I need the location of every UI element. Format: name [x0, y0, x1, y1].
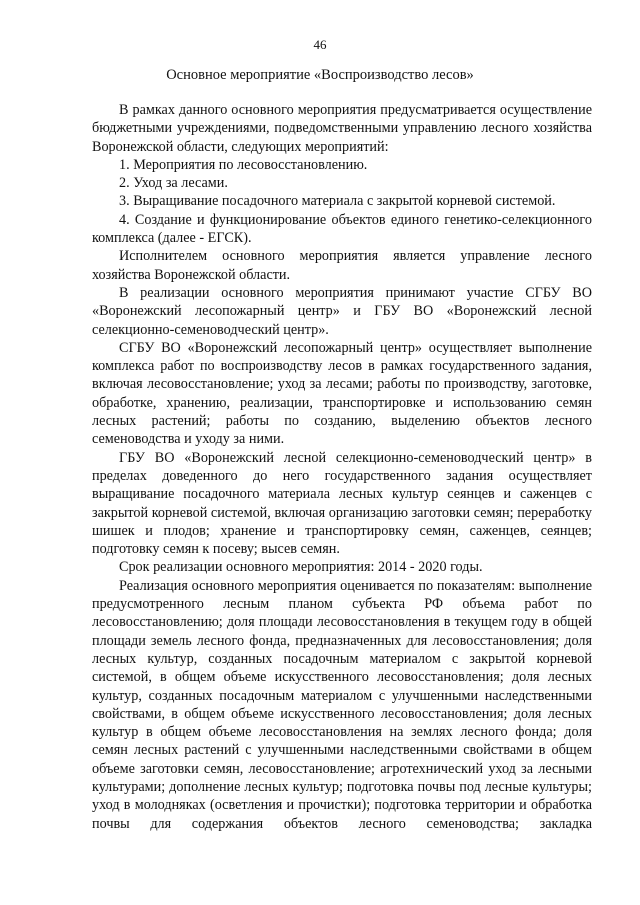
participants-paragraph: В реализации основного мероприятия принимают участие СГБУ ВО «Воронежский лесопожарный центр» и ГБУ ВО «Воронежский лесной селекционно-семеноводческий центр».	[92, 284, 592, 338]
term-paragraph: Срок реализации основного мероприятия: 2014 - 2020 годы.	[119, 559, 483, 576]
list-item: 1. Мероприятия по лесовосстановлению.	[119, 156, 368, 173]
indicators-paragraph: Реализация основного мероприятия оценивается по показателям: выполнение предусмотренного лесным планом субъекта РФ объема работ по лесовосстановлению; доля площади лесовосстановления в текущем году в общей площади земель лесного фонда, предназначенных для лесовосстановления; доля лесных культур, созданных посадочным материалом с закрытой корневой системой, в общем объеме искусственного лесовосстановления; доля лесных культур, созданных посадочным материалом с улучшенными наследственными свойствами, в общем объеме искусственного лесовосстановления; доля лесных культур в общем объеме лесовосстановления на землях лесного фонда; доля семян лесных растений с улучшенными наследственными свойствами в общем объеме заготовки семян, лесовосстановление; агротехнический уход за лесными культурами; дополнение лесных культур; подготовка почвы под лесные культуры; уход в молодняках (осветления и прочистки); подготовка территории и обработка почвы для содержания объектов лесного семеноводства; закладка	[92, 577, 592, 832]
list-item: 4. Создание и функционирование объектов единого генетико-селекционного комплекса (далее - ЕГСК).	[92, 211, 592, 247]
list-item: 2. Уход за лесами.	[119, 175, 228, 192]
document-body	[92, 101, 592, 833]
intro-paragraph: В рамках данного основного мероприятия предусматривается осуществление бюджетными учреждениями, подведомственными управлению лесного хозяйства Воронежской области, следующих мероприятий:	[92, 102, 592, 155]
seed-center-paragraph: ГБУ ВО «Воронежский лесной селекционно-семеноводческий центр» в пределах доведенного до него государственного задания осуществляет выращивание посадочного материала лесных культур сеянцев и саженцев с закрытой корневой системой, включая организацию заготовки семян; переработку шишек и плодов; хранение и транспортировку семян, саженцев, сеянцев; подготовку семян к посеву; высев семян.	[92, 449, 592, 558]
fire-center-paragraph: СГБУ ВО «Воронежский лесопожарный центр» осуществляет выполнение комплекса работ по воспроизводству лесов в рамках государственного задания, включая лесовосстановление; уход за лесами; работы по производству, заготовке, обработке, хранению, реализации, транспортировке и использованию семян лесных растений; работы по созданию, выделению объектов лесного семеноводства и уходу за ними.	[92, 339, 592, 448]
list-item: 3. Выращивание посадочного материала с закрытой корневой системой.	[119, 193, 556, 210]
section-heading: Основное мероприятие «Воспроизводство лесов»	[166, 67, 474, 83]
page-number: 46	[313, 37, 327, 52]
executor-paragraph: Исполнителем основного мероприятия является управление лесного хозяйства Воронежской области.	[92, 248, 592, 283]
